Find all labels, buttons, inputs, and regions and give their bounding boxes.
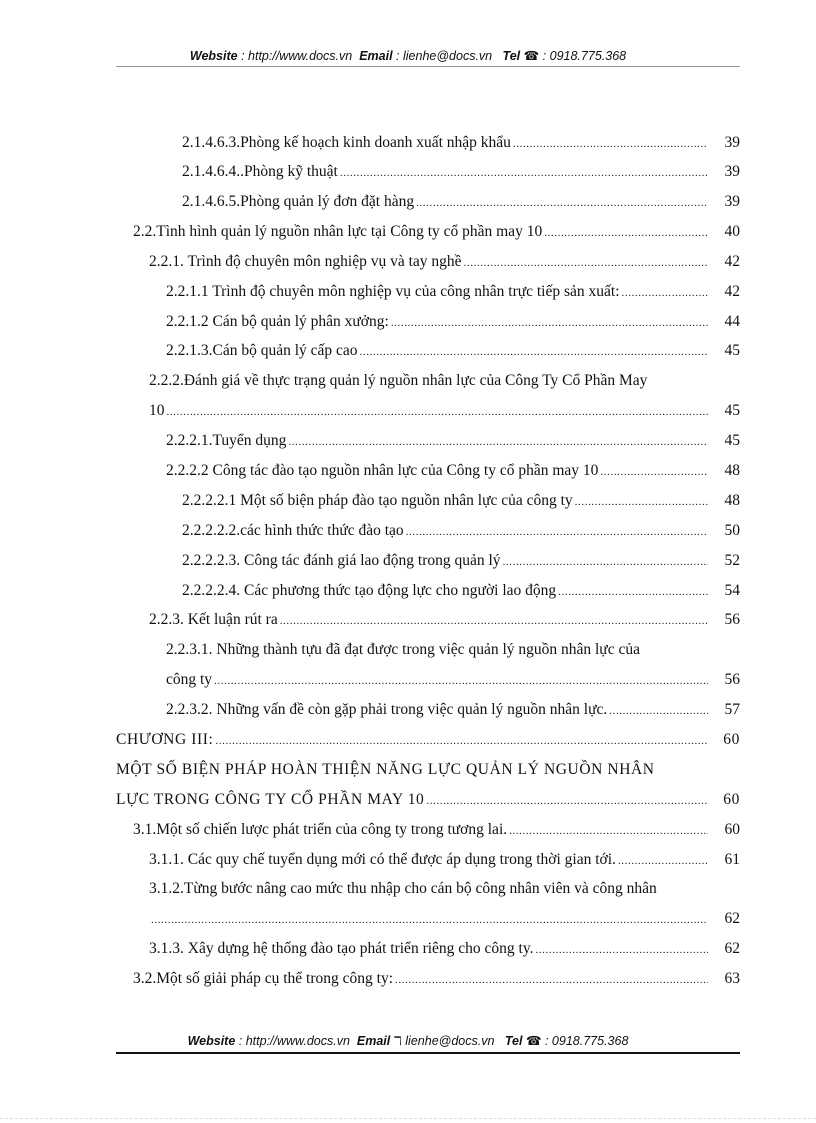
toc-entry-page: 39 [724, 193, 740, 210]
toc-entry-page: 48 [724, 492, 740, 509]
toc-entry[interactable] [133, 968, 740, 990]
toc-entry-text: 2.2.3.1. Những thành tựu đã đạt được trong việc quản lý nguồn nhân lực của [166, 641, 640, 658]
toc-entry[interactable] [116, 759, 740, 781]
toc-entry[interactable] [149, 908, 740, 930]
toc-entry[interactable] [133, 819, 740, 841]
toc-entry-text: 2.2.Tình hình quản lý nguồn nhân lực tại Công ty cổ phần may 10 [133, 223, 543, 240]
toc-entry-page: 56 [724, 671, 740, 688]
header-tel-label: Tel [502, 49, 521, 63]
toc-entry-text: 3.1.Một số chiến lược phát triển của công ty trong tương lai. [133, 821, 508, 838]
toc-entry-text: 2.2.2.2.1 Một số biện pháp đào tạo nguồn nhân lực của công ty [182, 492, 573, 509]
toc-leader-dots [503, 551, 708, 572]
toc-entry-text: 3.2.Một số giải pháp cụ thể trong công ty: [133, 970, 394, 987]
toc-leader-dots [340, 162, 708, 183]
toc-leader-dots [214, 670, 708, 691]
footer-email-label: Email [356, 1034, 391, 1048]
toc-leader-dots [215, 730, 708, 751]
header-tel-value: ☎ : 0918.775.368 [523, 49, 627, 63]
footer-email-value: ℸ lienhe@docs.vn [393, 1034, 495, 1048]
toc-entry-page: 60 [724, 821, 740, 838]
toc-leader-dots [544, 222, 708, 243]
header-website-value: : http://www.docs.vn [241, 49, 353, 63]
toc-entry-page: 50 [724, 522, 740, 539]
footer-website-value: : http://www.docs.vn [238, 1034, 350, 1048]
toc-entry-text: 2.2.2.2.3. Công tác đánh giá lao động trong quản lý [182, 552, 501, 569]
toc-entry-page: 40 [724, 223, 740, 240]
toc-leader-dots [151, 909, 708, 930]
header-email-value: : lienhe@docs.vn [396, 49, 493, 63]
page-footer [0, 1033, 816, 1048]
toc-entry[interactable] [166, 281, 740, 303]
toc-entry-text: 2.2.1.2 Cán bộ quản lý phân xưởng: [166, 313, 389, 330]
toc-entry[interactable] [149, 878, 740, 900]
toc-entry-page: 62 [724, 940, 740, 957]
toc-entry[interactable] [149, 400, 740, 422]
toc-entry[interactable] [116, 729, 740, 751]
footer-tel-label: Tel [504, 1034, 523, 1048]
toc-entry-text: MỘT SỐ BIỆN PHÁP HOÀN THIỆN NĂNG LỰC QUẢN LÝ NGUỒN NHÂN [116, 761, 655, 778]
toc-leader-dots [167, 401, 709, 422]
toc-entry-page: 63 [724, 970, 740, 987]
toc-entry-text: 2.2.2.2.2.các hình thức thức đào tạo [182, 522, 404, 539]
toc-entry-page: 57 [724, 701, 740, 718]
toc-entry-text: 3.1.2.Từng bước nâng cao mức thu nhập cho cán bộ công nhân viên và công nhân [149, 880, 657, 897]
toc-leader-dots [513, 133, 708, 154]
toc-entry-page: 42 [724, 253, 740, 270]
toc-entry[interactable] [166, 639, 740, 661]
toc-entry-text: 2.1.4.6.3.Phòng kế hoạch kinh doanh xuất nhập khẩu [182, 134, 511, 151]
toc-entry[interactable] [182, 161, 740, 183]
toc-leader-dots [609, 700, 708, 721]
toc-entry[interactable] [166, 669, 740, 691]
toc-entry[interactable] [182, 191, 740, 213]
footer-website-label: Website [187, 1034, 236, 1048]
toc-leader-dots [618, 850, 708, 871]
toc-entry-text: 2.2.2.Đánh giá về thực trạng quản lý nguồn nhân lực của Công Ty Cổ Phần May [149, 372, 648, 389]
footer-tel-value: ☎ : 0918.775.368 [525, 1034, 629, 1048]
toc-entry-text: 2.2.1.1 Trình độ chuyên môn nghiệp vụ của công nhân trực tiếp sản xuất: [166, 283, 620, 300]
toc-entry-page: 39 [724, 134, 740, 151]
toc-entry[interactable] [166, 340, 740, 362]
toc-entry-text: 2.2.2.2.4. Các phương thức tạo động lực cho người lao động [182, 582, 557, 599]
toc-entry[interactable] [182, 132, 740, 154]
toc-entry-text: 2.2.2.2 Công tác đào tạo nguồn nhân lực của Công ty cổ phần may 10 [166, 462, 599, 479]
toc-entry[interactable] [166, 699, 740, 721]
toc-leader-dots [464, 252, 708, 273]
toc-entry-page: 54 [724, 582, 740, 599]
toc-entry[interactable] [116, 789, 740, 811]
toc-leader-dots [509, 820, 708, 841]
toc-leader-dots [406, 521, 708, 542]
header-website-label: Website [189, 49, 238, 63]
toc-leader-dots [600, 461, 708, 482]
toc-entry-page: 48 [724, 462, 740, 479]
toc-entry-text: 2.2.1. Trình độ chuyên môn nghiệp vụ và tay nghề [149, 253, 462, 270]
toc-leader-dots [575, 491, 708, 512]
toc-entry-page: 61 [724, 851, 740, 868]
toc-entry-text: 2.2.3. Kết luận rút ra [149, 611, 278, 628]
toc-entry[interactable] [166, 460, 740, 482]
toc-leader-dots [395, 969, 708, 990]
toc-entry-page: 62 [724, 910, 740, 927]
toc-leader-dots [288, 431, 708, 452]
toc-entry[interactable] [182, 580, 740, 602]
toc-entry-text: 2.2.1.3.Cán bộ quản lý cấp cao [166, 342, 358, 359]
toc-entry-page: 39 [724, 163, 740, 180]
toc-entry-text: 3.1.1. Các quy chế tuyển dụng mới có thể được áp dụng trong thời gian tới. [149, 851, 616, 868]
toc-leader-dots [391, 312, 708, 333]
toc-entry-page: 45 [724, 402, 740, 419]
toc-entry-text: công ty [166, 671, 213, 688]
toc-entry-text: 2.1.4.6.4..Phòng kỹ thuật [182, 163, 338, 180]
toc-entry-page: 45 [724, 342, 740, 359]
toc-entry[interactable] [149, 370, 740, 392]
toc-entry-text: 10 [149, 402, 165, 419]
toc-entry-text: CHƯƠNG III: [116, 731, 214, 748]
toc-entry-text: 2.2.2.1.Tuyển dụng [166, 432, 287, 449]
toc-leader-dots [558, 581, 708, 602]
page-bottom-edge [0, 1118, 816, 1119]
toc-entry-page: 56 [724, 611, 740, 628]
toc-entry[interactable] [149, 251, 740, 273]
toc-leader-dots [416, 192, 708, 213]
toc-entry[interactable] [166, 430, 740, 452]
toc-entry-text: 3.1.3. Xây dựng hệ thống đào tạo phát triển riêng cho công ty. [149, 940, 534, 957]
toc-entry[interactable] [182, 550, 740, 572]
toc-entry-page: 42 [724, 283, 740, 300]
toc-entry[interactable] [149, 609, 740, 631]
toc-leader-dots [280, 610, 708, 631]
toc-entry[interactable] [182, 520, 740, 542]
toc-entry-page: 44 [724, 313, 740, 330]
toc-leader-dots [622, 282, 708, 303]
toc-entry-page: 60 [723, 731, 740, 748]
toc-entry[interactable] [149, 849, 740, 871]
toc-leader-dots [360, 341, 708, 362]
toc-entry[interactable] [166, 311, 740, 333]
toc-entry-page: 60 [723, 791, 740, 808]
toc-leader-dots [426, 790, 708, 811]
toc-entry[interactable] [133, 221, 740, 243]
toc-entry-page: 52 [724, 552, 740, 569]
toc-entry-text: 2.2.3.2. Những vấn đề còn gặp phải trong việc quản lý nguồn nhân lực. [166, 701, 608, 718]
toc-entry[interactable] [182, 490, 740, 512]
toc-leader-dots [535, 939, 708, 960]
toc-entry[interactable] [149, 938, 740, 960]
toc-entry-text: 2.1.4.6.5.Phòng quản lý đơn đặt hàng [182, 193, 415, 210]
footer-rule [116, 1052, 740, 1054]
toc-entry-page: 45 [724, 432, 740, 449]
header-email-label: Email [359, 49, 393, 63]
toc-entry-text: LỰC TRONG CÔNG TY CỔ PHẦN MAY 10 [116, 791, 425, 808]
